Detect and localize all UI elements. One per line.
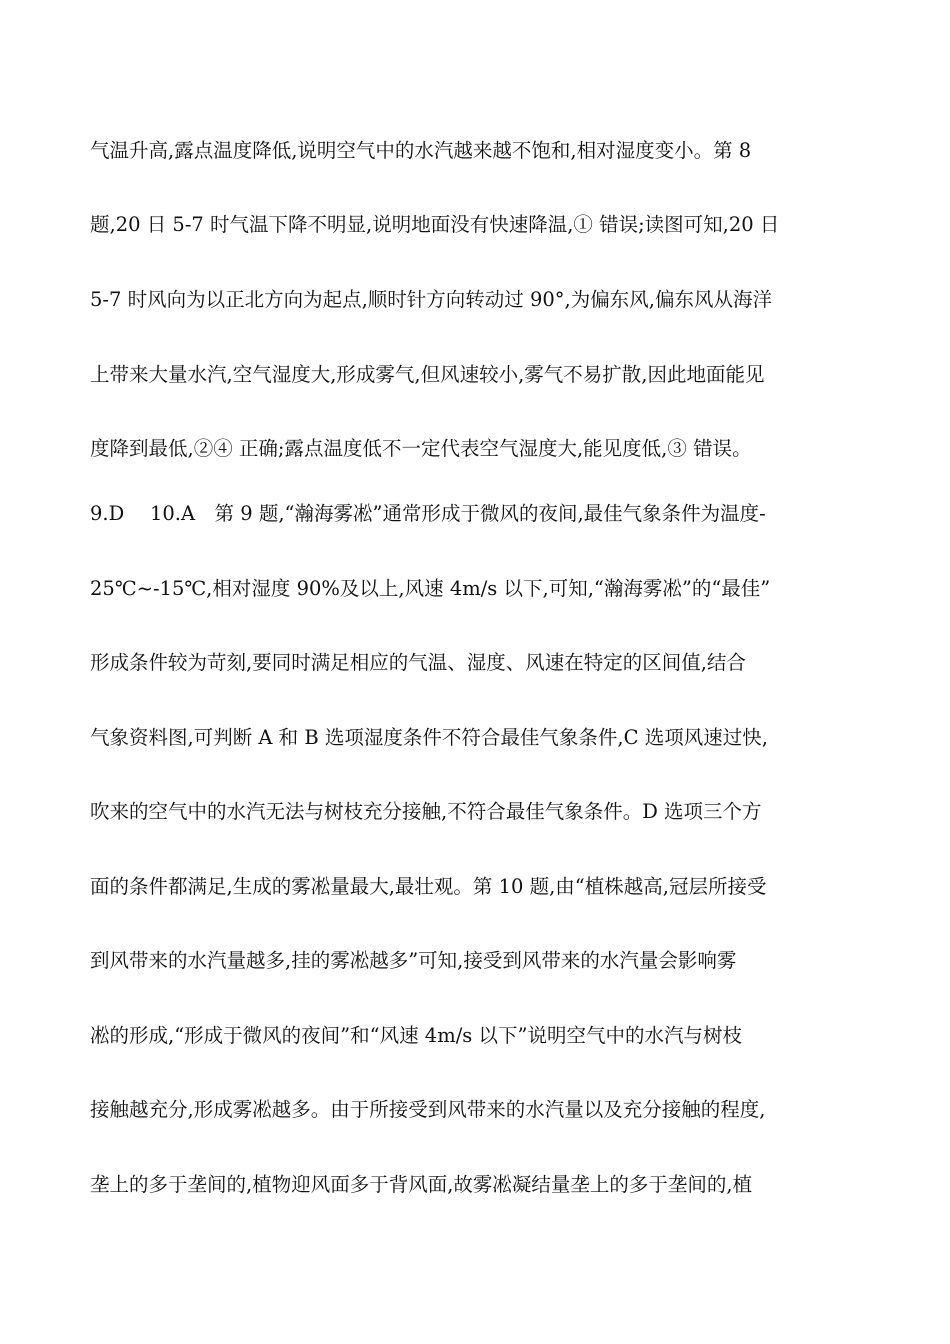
text-line: 到风带来的水汽量越多,挂的雾凇越多”可知,接受到风带来的水汽量会影响雾: [90, 949, 737, 972]
text-line: 气温升高,露点温度降低,说明空气中的水汽越来越不饱和,相对湿度变小。第 8: [90, 139, 752, 162]
text-line: 接触越充分,形成雾凇越多。由于所接受到风带来的水汽量以及充分接触的程度,: [90, 1098, 766, 1121]
text-line: 9.D 10.A 第 9 题,“瀚海雾凇”通常形成于微风的夜间,最佳气象条件为温度-: [90, 502, 766, 525]
text-line: 度降到最低,②④ 正确;露点温度低不一定代表空气湿度大,能见度低,③ 错误。: [90, 437, 752, 460]
text-line: 形成条件较为苛刻,要同时满足相应的气温、湿度、风速在特定的区间值,结合: [90, 651, 746, 674]
text-line: 题,20 日 5-7 时气温下降不明显,说明地面没有快速降温,① 错误;读图可知,20 日: [90, 213, 780, 236]
text-line: 5-7 时风向为以正北方向为起点,顺时针方向转动过 90°,为偏东风,偏东风从海洋: [90, 288, 772, 311]
text-line: 垄上的多于垄间的,植物迎风面多于背风面,故雾凇凝结量垄上的多于垄间的,植: [90, 1173, 753, 1196]
text-line: 凇的形成,“形成于微风的夜间”和“风速 4m/s 以下”说明空气中的水汽与树枝: [90, 1024, 742, 1047]
text-line: 面的条件都满足,生成的雾凇量最大,最壮观。第 10 题,由“植株越高,冠层所接受: [90, 875, 767, 898]
text-line: 吹来的空气中的水汽无法与树枝充分接触,不符合最佳气象条件。D 选项三个方: [90, 800, 762, 823]
text-line: 25℃~-15℃,相对湿度 90%及以上,风速 4m/s 以下,可知,“瀚海雾凇”的“最佳”: [90, 577, 771, 600]
text-line: 上带来大量水汽,空气湿度大,形成雾气,但风速较小,雾气不易扩散,因此地面能见: [90, 363, 765, 386]
text-line: 气象资料图,可判断 A 和 B 选项湿度条件不符合最佳气象条件,C 选项风速过快,: [90, 726, 768, 749]
